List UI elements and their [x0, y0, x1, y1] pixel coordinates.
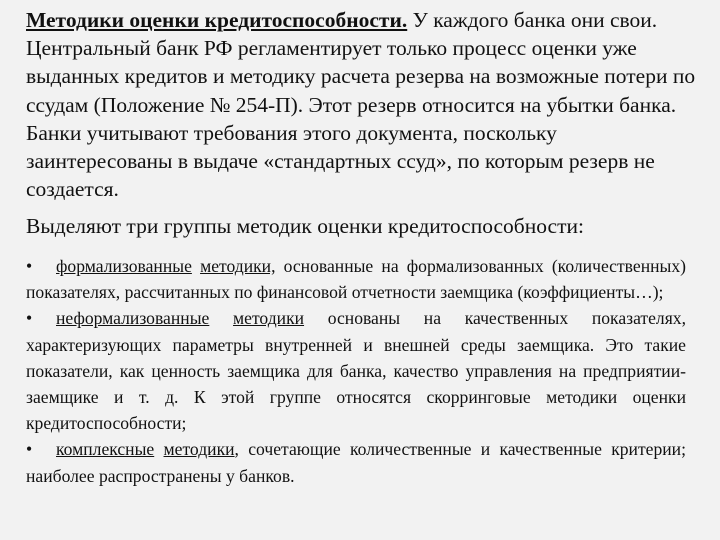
method-description: основаны на качественных показателях, характеризующих параметры внутренней и внешней среды заемщика. Это такие показатели, как ценность заемщика для банка, качество управления на предприятии-заемщике и т. д. К этой группе относятся скорринговые методики оценки кредитоспособности;: [26, 308, 686, 434]
bullet-icon: •: [26, 256, 33, 276]
bullet-icon: •: [26, 439, 33, 460]
methods-lead-sentence: Выделяют три группы методик оценки кредитоспособности:: [26, 214, 584, 238]
method-name: формализованные: [56, 256, 192, 276]
method-name: комплексные: [56, 439, 155, 460]
method-description: , сочетающие количественные и качественные критерии; наиболее распространены у банков.: [26, 439, 686, 486]
list-item-formalized: [26, 253, 686, 305]
list-item-informal: [26, 305, 686, 436]
intro-paragraph: [26, 6, 702, 203]
method-description: основанные на формализованных (количественных) показателях, рассчитанных по финансовой отчетности заемщика (коэффициенты…);: [26, 256, 687, 303]
bullet-icon: •: [26, 308, 33, 329]
method-kind: методики: [163, 439, 235, 460]
intro-text: У каждого банка они свои. Центральный банк РФ регламентирует только процесс оценки уже выданных кредитов и методику расчета резерва на возможные потери по ссудам (Положение № 254-П). Этот резерв относится на убытки банка. Банки учитывают требования этого документа, поскольку заинтересованы в выдаче «стандартных ссуд», по которым резерв не создается.: [26, 8, 696, 202]
method-kind: методики,: [200, 256, 276, 276]
heading-term: Методики оценки кредитоспособности.: [26, 8, 408, 32]
method-name: неформализованные: [56, 308, 210, 329]
method-kind: методики: [233, 308, 305, 329]
list-item-complex: [26, 436, 686, 488]
methods-list: [26, 253, 686, 489]
